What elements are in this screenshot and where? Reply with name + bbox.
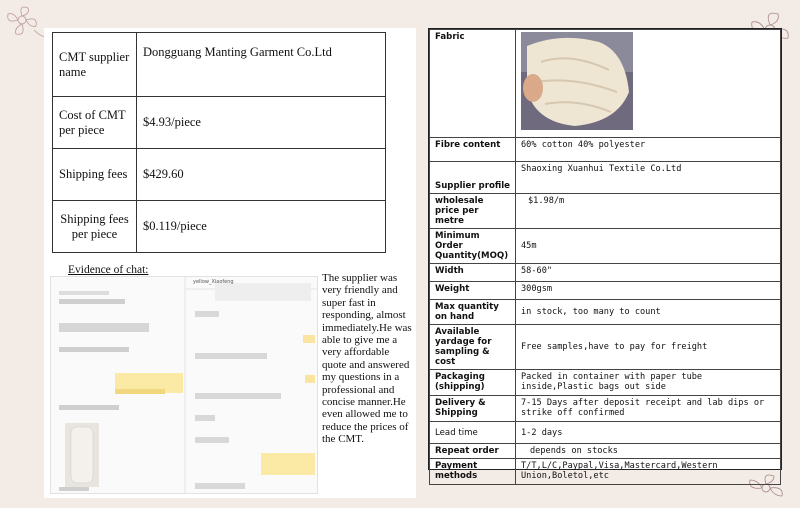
supplier-profile-label: Supplier profile <box>430 162 516 194</box>
fabric-panel <box>428 28 782 481</box>
evidence-title: Evidence of chat: <box>68 264 149 276</box>
chat-header: yellow_Xiaofeng <box>193 279 234 285</box>
table-row <box>430 459 781 485</box>
table-row <box>53 33 386 97</box>
repeat-order-label: Repeat order <box>430 444 516 459</box>
fabric-sample-photo <box>521 32 633 130</box>
table-row <box>430 194 781 229</box>
table-row <box>430 162 781 194</box>
delivery-label: Delivery & Shipping <box>430 396 516 422</box>
shipping-fees-label: Shipping fees <box>53 149 137 201</box>
shipping-per-piece-label: Shipping fees per piece <box>53 201 137 253</box>
cmt-supplier-value: Dongguang Manting Garment Co.Ltd <box>137 33 386 97</box>
lead-time-value: 1-2 days <box>516 422 781 444</box>
supplier-note: The supplier was very friendly and super fast in responding, almost immediately.He was able to give me a very affordable quote and answered my questions in a professional and concise manner.He even allowed me to reduce the prices of the CMT. <box>322 272 412 446</box>
table-row <box>430 370 781 396</box>
sampling-value: Free samples,have to pay for freight <box>516 325 781 370</box>
table-row <box>53 201 386 253</box>
cmt-table <box>52 32 386 253</box>
max-quantity-value: in stock, too many to count <box>516 300 781 325</box>
supplier-profile-value: Shaoxing Xuanhui Textile Co.Ltd <box>516 162 781 194</box>
fabric-table <box>429 29 781 485</box>
lead-time-label: Lead time <box>430 422 516 444</box>
chat-screenshot <box>50 276 318 494</box>
max-quantity-label: Max quantity on hand <box>430 300 516 325</box>
table-row <box>430 422 781 444</box>
moq-label: Minimum Order Quantity(MOQ) <box>430 229 516 264</box>
chat-screenshot-image <box>51 277 318 494</box>
table-row <box>430 444 781 459</box>
packaging-label: Packaging (shipping) <box>430 370 516 396</box>
table-row <box>430 325 781 370</box>
weight-label: Weight <box>430 282 516 300</box>
fibre-content-value: 60% cotton 40% polyester <box>516 138 781 162</box>
wholesale-price-value: $1.98/m <box>516 194 781 229</box>
cmt-panel <box>44 28 416 498</box>
payment-methods-label: Payment methods <box>430 459 516 485</box>
cmt-supplier-label: CMT supplier name <box>53 33 137 97</box>
width-value: 58-60" <box>516 264 781 282</box>
cmt-cost-label: Cost of CMT per piece <box>53 97 137 149</box>
moq-value: 45m <box>516 229 781 264</box>
table-row <box>430 229 781 264</box>
cmt-cost-value: $4.93/piece <box>137 97 386 149</box>
fibre-content-label: Fibre content <box>430 138 516 162</box>
table-row <box>430 138 781 162</box>
table-row <box>430 30 781 138</box>
shipping-fees-value: $429.60 <box>137 149 386 201</box>
table-row <box>53 149 386 201</box>
sampling-label: Available yardage for sampling & cost <box>430 325 516 370</box>
fabric-image-cell <box>516 30 781 138</box>
width-label: Width <box>430 264 516 282</box>
weight-value: 300gsm <box>516 282 781 300</box>
fabric-label: Fabric <box>430 30 516 138</box>
packaging-value: Packed in container with paper tube inside,Plastic bags out side <box>516 370 781 396</box>
delivery-value: 7-15 Days after deposit receipt and lab dips or strike off confirmed <box>516 396 781 422</box>
shipping-per-piece-value: $0.119/piece <box>137 201 386 253</box>
table-row <box>430 282 781 300</box>
payment-methods-value: T/T,L/C,Paypal,Visa,Mastercard,Western Union,Boletol,etc <box>516 459 781 485</box>
repeat-order-value: depends on stocks <box>516 444 781 459</box>
table-row <box>430 264 781 282</box>
table-row <box>430 300 781 325</box>
table-row <box>53 97 386 149</box>
table-row <box>430 396 781 422</box>
wholesale-price-label: wholesale price per metre <box>430 194 516 229</box>
